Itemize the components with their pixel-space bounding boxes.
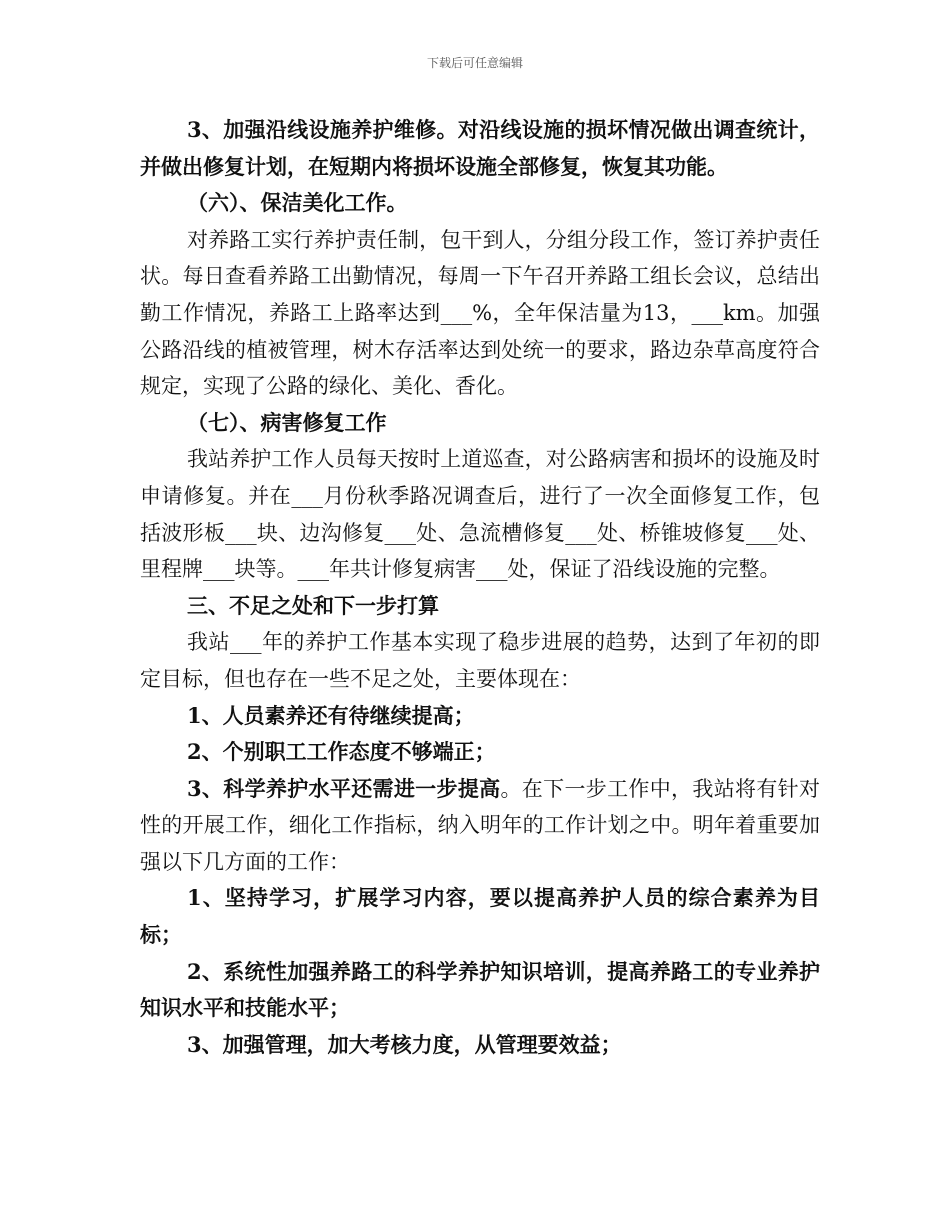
paragraph-cleaning: 对养路工实行养护责任制，包干到人，分组分段工作，签订养护责任状。每日查看养路工出勤情况，每周一下午召开养路工组长会议，总结出勤工作情况，养路工上路率达到___%，全年保洁量为13，___km。加强公路沿线的植被管理，树木存活率达到处统一的要求，路边杂草高度符合规定，实现了公路的绿化、美化、香化。 <box>140 227 820 399</box>
list-item-plan-1: 1、坚持学习，扩展学习内容，要以提高养护人员的综合素养为目标； <box>140 885 820 948</box>
paragraph-facility-maintenance: 3、加强沿线设施养护维修。对沿线设施的损坏情况做出调查统计，并做出修复计划，在短期内将损坏设施全部修复，恢复其功能。 <box>140 117 820 179</box>
paragraph-shortcomings: 我站___年的养护工作基本实现了稳步进展的趋势，达到了年初的即定目标，但也存在一些不足之处，主要体现在： <box>140 630 820 691</box>
page-header: 下载后可任意编辑 <box>426 56 523 70</box>
section-heading-shortcomings: 三、不足之处和下一步打算 <box>187 592 439 618</box>
paragraph-repair: 我站养护工作人员每天按时上道巡查，对公路病害和损坏的设施及时申请修复。并在___月份秋季路况调查后，进行了一次全面修复工作，包括波形板___块、边沟修复___处、急流槽修复___处、桥锥坡修复___处、里程牌___块等。___年共计修复病害___处，保证了沿线设施的完整。 <box>140 447 820 582</box>
shortcoming-3-bold: 3、科学养护水平还需进一步提高 <box>187 775 501 801</box>
list-item-shortcoming-2: 2、个别职工工作态度不够端正； <box>187 739 496 765</box>
list-item-plan-3: 3、加强管理，加大考核力度，从管理要效益； <box>187 1031 622 1057</box>
section-heading-cleaning: （六）、保洁美化工作。 <box>187 190 408 216</box>
section-heading-repair: （七）、病害修复工作 <box>187 409 387 435</box>
list-item-shortcoming-3 <box>140 771 820 881</box>
shortcoming-3-rest: 。在下一步工作中，我站将有针对性的开展工作，细化工作指标，纳入明年的工作计划之中。明年着重要加强以下几方面的工作： <box>140 776 820 874</box>
list-item-shortcoming-1: 1、人员素养还有待继续提高； <box>187 702 475 728</box>
list-item-plan-2: 2、系统性加强养路工的科学养护知识培训，提高养路工的专业养护知识水平和技能水平； <box>140 958 820 1021</box>
document-body <box>140 112 820 1063</box>
